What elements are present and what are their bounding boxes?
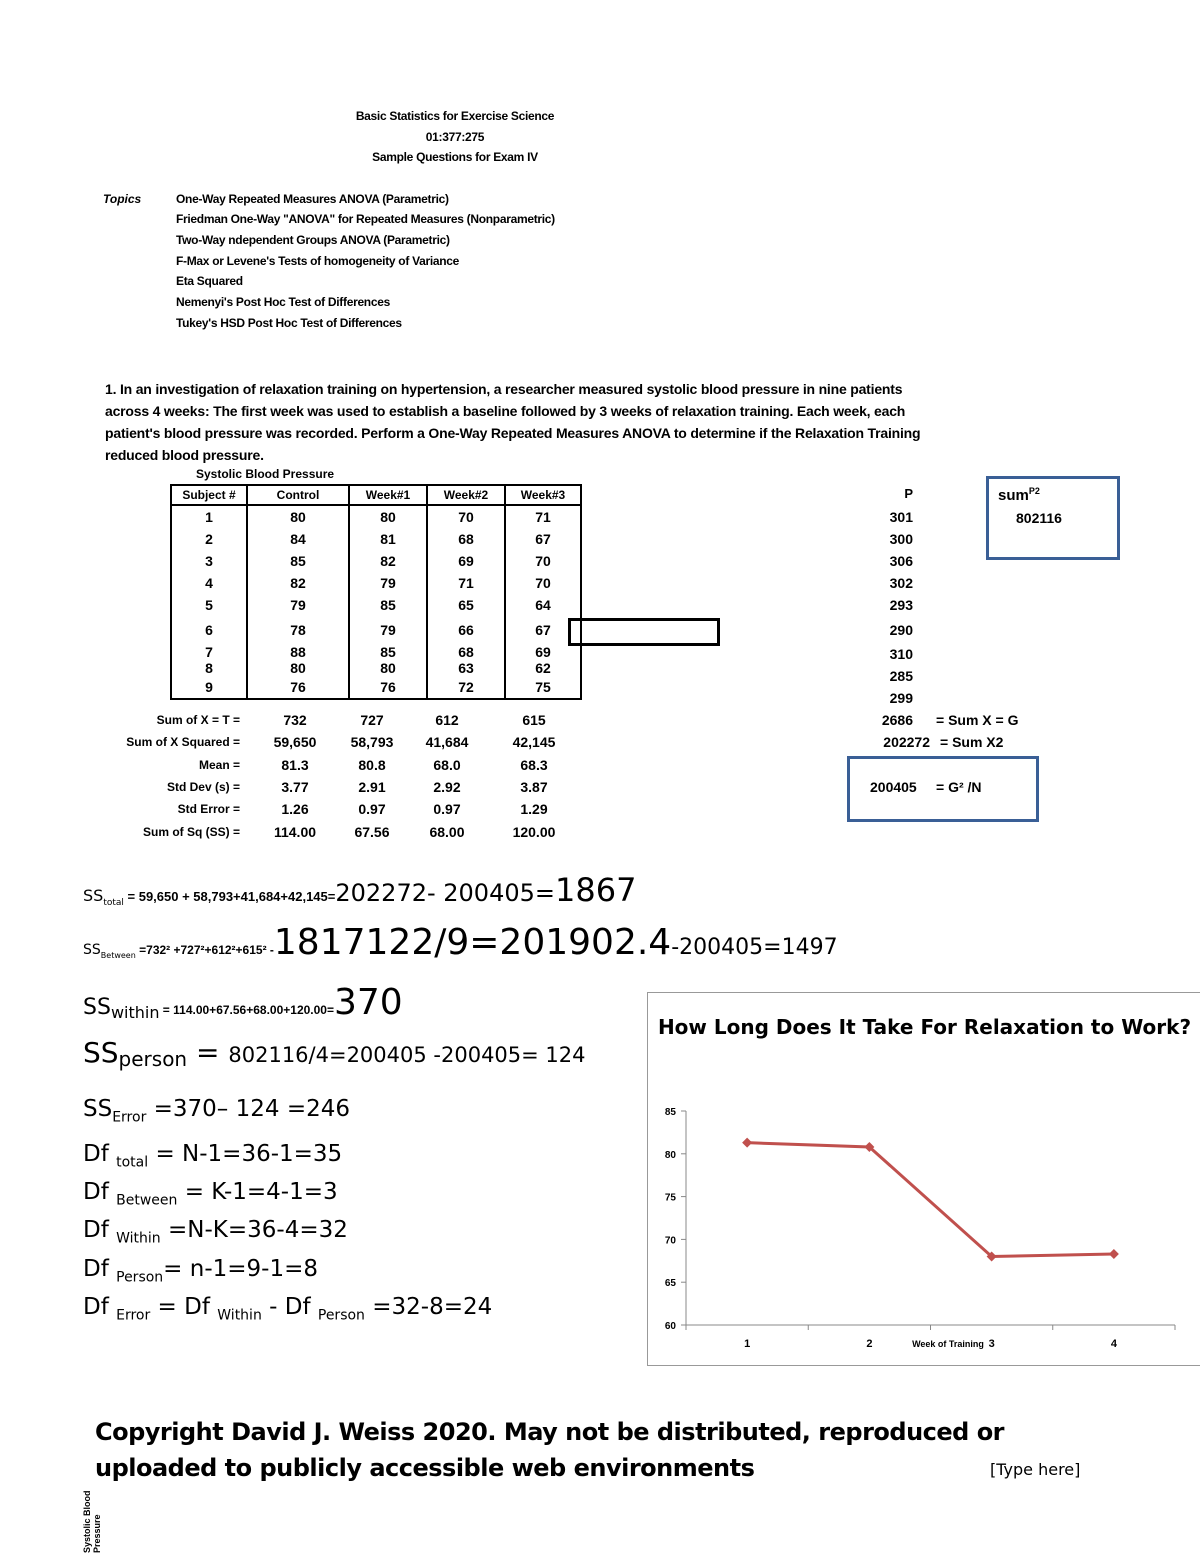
table-cell: 81 <box>349 528 427 550</box>
table-cell: 84 <box>247 528 349 550</box>
table-cell: 68 <box>427 644 505 660</box>
g2n-value: 200405 <box>870 779 917 795</box>
x-tick-label: 4 <box>1110 1338 1117 1350</box>
summary-value: 3.87 <box>520 778 548 795</box>
table-cell: 64 <box>505 594 581 616</box>
summary-value: 81.3 <box>281 756 309 773</box>
summary-label: Std Error = <box>177 802 240 817</box>
table-row <box>171 676 581 699</box>
topic-item: Two-Way ndependent Groups ANOVA (Parametric) <box>176 233 450 247</box>
table-cell: 71 <box>505 505 581 528</box>
summary-label: Mean = <box>198 757 240 772</box>
table-cell: 66 <box>427 616 505 644</box>
df-within-equation: Df $_{Within}$ =N-K=36-4=32 <box>83 1217 348 1247</box>
table-row <box>171 550 581 572</box>
course-number: 01:377:275 <box>425 130 485 144</box>
summary-value: 2.92 <box>433 778 461 795</box>
blood-pressure-table <box>170 484 582 700</box>
y-tick-label: 80 <box>664 1149 676 1161</box>
col-header: Week#2 <box>427 485 505 505</box>
summary-value: 727 <box>360 712 384 728</box>
table-cell: 1 <box>171 505 247 528</box>
col-header: Week#1 <box>349 485 427 505</box>
summary-label: Sum of Sq (SS) = <box>142 824 240 839</box>
p-value: 293 <box>889 597 913 613</box>
topic-item: Eta Squared <box>176 274 243 288</box>
summary-value: 0.97 <box>433 801 461 818</box>
summary-value: 0.97 <box>358 801 386 818</box>
table-cell: 70 <box>427 505 505 528</box>
table-title: Systolic Blood Pressure <box>196 467 335 481</box>
copyright-notice: Copyright David J. Weiss 2020. May not be distributed, reproduced or uploaded to publicly accessible web environments <box>95 1418 1005 1482</box>
p-value: 299 <box>889 690 913 706</box>
summary-value: 41,684 <box>425 734 469 751</box>
table-cell: 67 <box>505 616 581 644</box>
table-cell: 80 <box>247 660 349 676</box>
df-total-equation: Df $_{total}$ = N-1=36-1=35 <box>83 1141 343 1171</box>
col-header: Subject # <box>171 485 247 505</box>
summary-label: Sum of X Squared = <box>126 735 240 750</box>
table-cell: 63 <box>427 660 505 676</box>
table-cell: 75 <box>505 676 581 699</box>
table-cell: 70 <box>505 550 581 572</box>
y-tick-label: 85 <box>664 1107 676 1118</box>
ss-between-equation: $SS_{Between} =732^2 +727^2+612^2+615^2$ -1817122/9=201902.4-200405=1497 <box>83 922 838 963</box>
summary-value: 2.91 <box>358 778 386 795</box>
table-cell: 69 <box>427 550 505 572</box>
p-value: 302 <box>889 575 913 591</box>
topic-item: Friedman One-Way "ANOVA" for Repeated Measures (Nonparametric) <box>176 212 555 226</box>
sum-x2-label: = Sum X2 <box>940 734 1004 750</box>
summary-value: 67.56 <box>354 823 390 840</box>
line-chart <box>648 993 1200 1365</box>
summary-value: 68.00 <box>429 823 465 840</box>
p-value: 301 <box>889 509 913 525</box>
table-cell: 69 <box>505 644 581 660</box>
summary-value: 68.0 <box>433 756 461 773</box>
table-cell: 76 <box>247 676 349 699</box>
header-placeholder: [Type here] <box>990 1460 1081 1479</box>
empty-answer-box <box>568 618 720 646</box>
df-person-equation: Df $_{Person}$= n-1=9-1=8 <box>83 1256 319 1286</box>
table-row <box>171 594 581 616</box>
summary-value: 58,793 <box>350 734 394 751</box>
sum-p2-value: 802116 <box>1016 510 1062 526</box>
df-between-equation: Df $_{Between}$ = K-1=4-1=3 <box>83 1179 338 1209</box>
x-axis-label: Week of Training <box>912 1339 984 1349</box>
table-cell: 62 <box>505 660 581 676</box>
summary-value: 114.00 <box>273 823 317 840</box>
table-cell: 78 <box>247 616 349 644</box>
chart-title: How Long Does It Take For Relaxation to Work? <box>657 1015 1192 1039</box>
topic-item: F-Max or Levene's Tests of homogeneity of Variance <box>176 254 460 268</box>
topic-item: Tukey's HSD Post Hoc Test of Differences <box>176 316 402 330</box>
summary-value: 68.3 <box>520 756 548 773</box>
table-row <box>171 644 581 660</box>
chart-container <box>647 992 1200 1366</box>
table-cell: 76 <box>349 676 427 699</box>
col-header: Week#3 <box>505 485 581 505</box>
topics-label: Topics <box>103 192 142 206</box>
y-tick-label: 65 <box>664 1278 676 1290</box>
summary-value: 3.77 <box>281 778 309 795</box>
data-point <box>1109 1249 1119 1259</box>
df-error-equation: Df $_{Error}$ = Df $_{Within}$ - Df $_{Person}$ =32-8=24 <box>83 1294 493 1324</box>
sum-x-label: = Sum X = G <box>936 712 1019 728</box>
summary-value: 42,145 <box>512 734 556 751</box>
table-row <box>171 660 581 676</box>
table-row <box>171 528 581 550</box>
table-cell: 65 <box>427 594 505 616</box>
summary-value: 120.00 <box>512 823 556 840</box>
summary-value: 1.29 <box>520 801 548 818</box>
table-cell: 9 <box>171 676 247 699</box>
summary-label: Std Dev (s) = <box>166 779 240 794</box>
summary-value: 732 <box>283 712 307 728</box>
summary-value: 615 <box>522 712 546 728</box>
table-cell: 79 <box>349 616 427 644</box>
table-cell: 2 <box>171 528 247 550</box>
ss-total-equation: $SS_{total} = 59,650 + 58,793+41,684+42,145=202272-$ 200405=1867 <box>83 871 637 909</box>
summary-value: 1.26 <box>281 801 309 818</box>
table-cell: 80 <box>247 505 349 528</box>
sum-x2-value: 202272 <box>883 734 930 750</box>
ss-error-equation: $SS_{Error} =370-$ 124 =246 <box>83 1096 351 1126</box>
question-1-text: 1. In an investigation of relaxation training on hypertension, a researcher measured systolic blood pressure in nine patients across 4 weeks: The first week was used to establish a baseline followed by 3 weeks of relaxation training. Each week, each patient's blood pressure was recorded. Perform a One-Way Repeated Measures ANOVA to determine if the Relaxation Training reduced blood pressure. <box>105 381 921 463</box>
table-row <box>171 616 581 644</box>
table-cell: 6 <box>171 616 247 644</box>
table-cell: 67 <box>505 528 581 550</box>
table-cell: 79 <box>349 572 427 594</box>
table-cell: 68 <box>427 528 505 550</box>
p-value: 300 <box>889 531 913 547</box>
table-cell: 5 <box>171 594 247 616</box>
table-row <box>171 572 581 594</box>
p-value: 310 <box>889 646 913 662</box>
table-cell: 88 <box>247 644 349 660</box>
table-cell: 3 <box>171 550 247 572</box>
ss-within-equation: $SS_{within} = 114.00+67.56+68.00+120.00=370$ <box>83 982 403 1023</box>
sum-p2-label: sum$^{P2}$ <box>998 486 1040 504</box>
series-line <box>747 1143 1114 1257</box>
summary-value: 59,650 <box>273 734 317 751</box>
table-cell: 79 <box>247 594 349 616</box>
table-cell: 82 <box>247 572 349 594</box>
ss-person-equation: $SS_{person} = 802116/4=200405$ -200405= 124 <box>83 1036 586 1072</box>
axis-label-fragment: Systolic Blood Pressure <box>82 1490 102 1553</box>
table-cell: 85 <box>349 594 427 616</box>
table-cell: 8 <box>171 660 247 676</box>
col-header: Control <box>247 485 349 505</box>
x-tick-label: 3 <box>988 1338 995 1350</box>
x-tick-label: 1 <box>744 1338 751 1350</box>
doc-subtitle: Sample Questions for Exam IV <box>372 150 538 164</box>
table-cell: 82 <box>349 550 427 572</box>
y-tick-label: 75 <box>664 1192 676 1204</box>
summary-label: Sum of X = T = <box>156 713 240 727</box>
summary-value: 80.8 <box>358 756 386 773</box>
table-cell: 85 <box>349 644 427 660</box>
table-cell: 85 <box>247 550 349 572</box>
table-cell: 71 <box>427 572 505 594</box>
p-value: 285 <box>889 668 913 684</box>
table-row <box>171 505 581 528</box>
data-point <box>742 1138 752 1148</box>
topic-item: Nemenyi's Post Hoc Test of Differences <box>176 295 390 309</box>
g2n-label: = G² /N <box>936 779 982 795</box>
table-cell: 70 <box>505 572 581 594</box>
x-tick-label: 2 <box>866 1338 873 1350</box>
table-cell: 80 <box>349 660 427 676</box>
table-cell: 72 <box>427 676 505 699</box>
table-cell: 4 <box>171 572 247 594</box>
summary-value: 612 <box>435 712 459 728</box>
y-tick-label: 70 <box>664 1235 676 1247</box>
p-value: 306 <box>889 553 913 569</box>
y-tick-label: 60 <box>664 1321 676 1332</box>
sum-x-value: 2686 <box>881 712 913 728</box>
topic-item: One-Way Repeated Measures ANOVA (Parametric) <box>176 192 449 206</box>
table-cell: 7 <box>171 644 247 660</box>
table-cell: 80 <box>349 505 427 528</box>
doc-title: Basic Statistics for Exercise Science <box>355 109 555 123</box>
p-value: 290 <box>889 622 913 638</box>
p-column-header: P <box>904 486 913 501</box>
